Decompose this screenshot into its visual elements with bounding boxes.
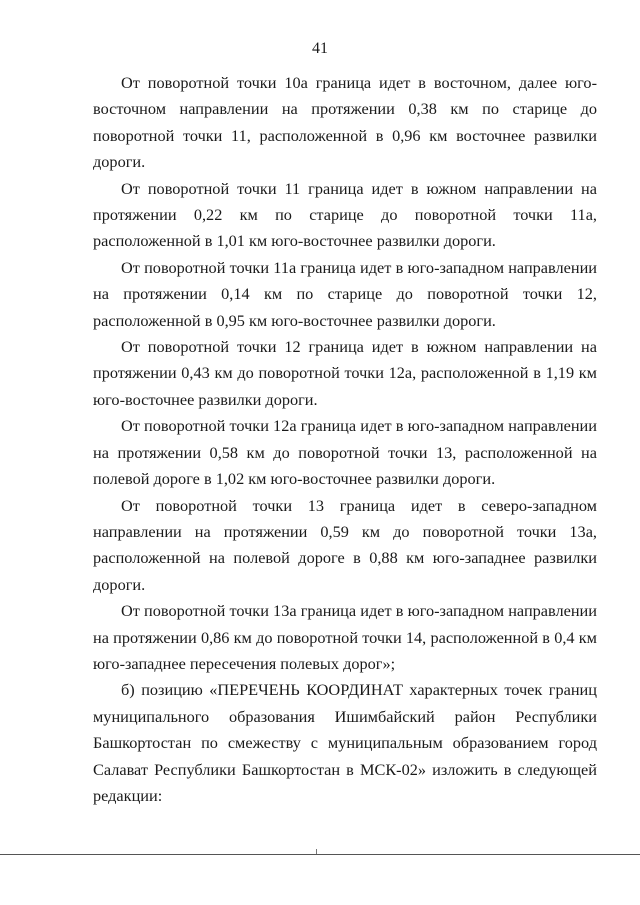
divider-tick-mark: [316, 849, 317, 854]
paragraph-item-b: б) позицию «ПЕРЕЧЕНЬ КООРДИНАТ характерных точек границ муниципального образования Ишимбайский район Республики Башкортостан по смежеству с муниципальным образованием город Салават Республики Башкортостан в МСК-02» изложить в следующей редакции:: [93, 680, 597, 805]
paragraph-point-13a: От поворотной точки 13а граница идет в юго-западном направлении на протяжении 0,86 км до поворотной точки 14, расположенной в 0,4 км юго-западнее пересечения полевых дорог»;: [93, 601, 597, 673]
page-number: 41: [312, 40, 328, 57]
paragraph-point-12a: От поворотной точки 12а граница идет в юго-западном направлении на протяжении 0,58 км до поворотной точки 13, расположенной на полевой дороге в 1,02 км юго-восточнее развилки дороги.: [93, 416, 597, 489]
paragraph-point-10a: От поворотной точки 10а граница идет в восточном, далее юго-восточном направлении на протяжении 0,38 км по старице до поворотной точки 11, расположенной в 0,96 км восточнее развилки дороги.: [93, 73, 597, 172]
bottom-divider: [0, 854, 640, 855]
paragraph-point-11a: От поворотной точки 11а граница идет в юго-западном направлении на протяжении 0,14 км по старице до поворотной точки 12, расположенной в 0,95 км юго-восточнее развилки дороги.: [93, 257, 597, 330]
document-body: [93, 70, 597, 809]
paragraph-point-12: От поворотной точки 12 граница идет в южном направлении на протяжении 0,43 км до поворотной точки 12а, расположенной в 1,19 км юго-восточнее развилки дороги.: [93, 337, 597, 409]
paragraph-point-11: От поворотной точки 11 граница идет в южном направлении на протяжении 0,22 км по старице до поворотной точки 11а, расположенной в 1,01 км юго-восточнее развилки дороги.: [93, 178, 597, 251]
paragraph-point-13: От поворотной точки 13 граница идет в северо-западном направлении на протяжении 0,59 км до поворотной точки 13а, расположенной на полевой дороге в 0,88 км юго-западнее развилки дороги.: [93, 495, 597, 594]
